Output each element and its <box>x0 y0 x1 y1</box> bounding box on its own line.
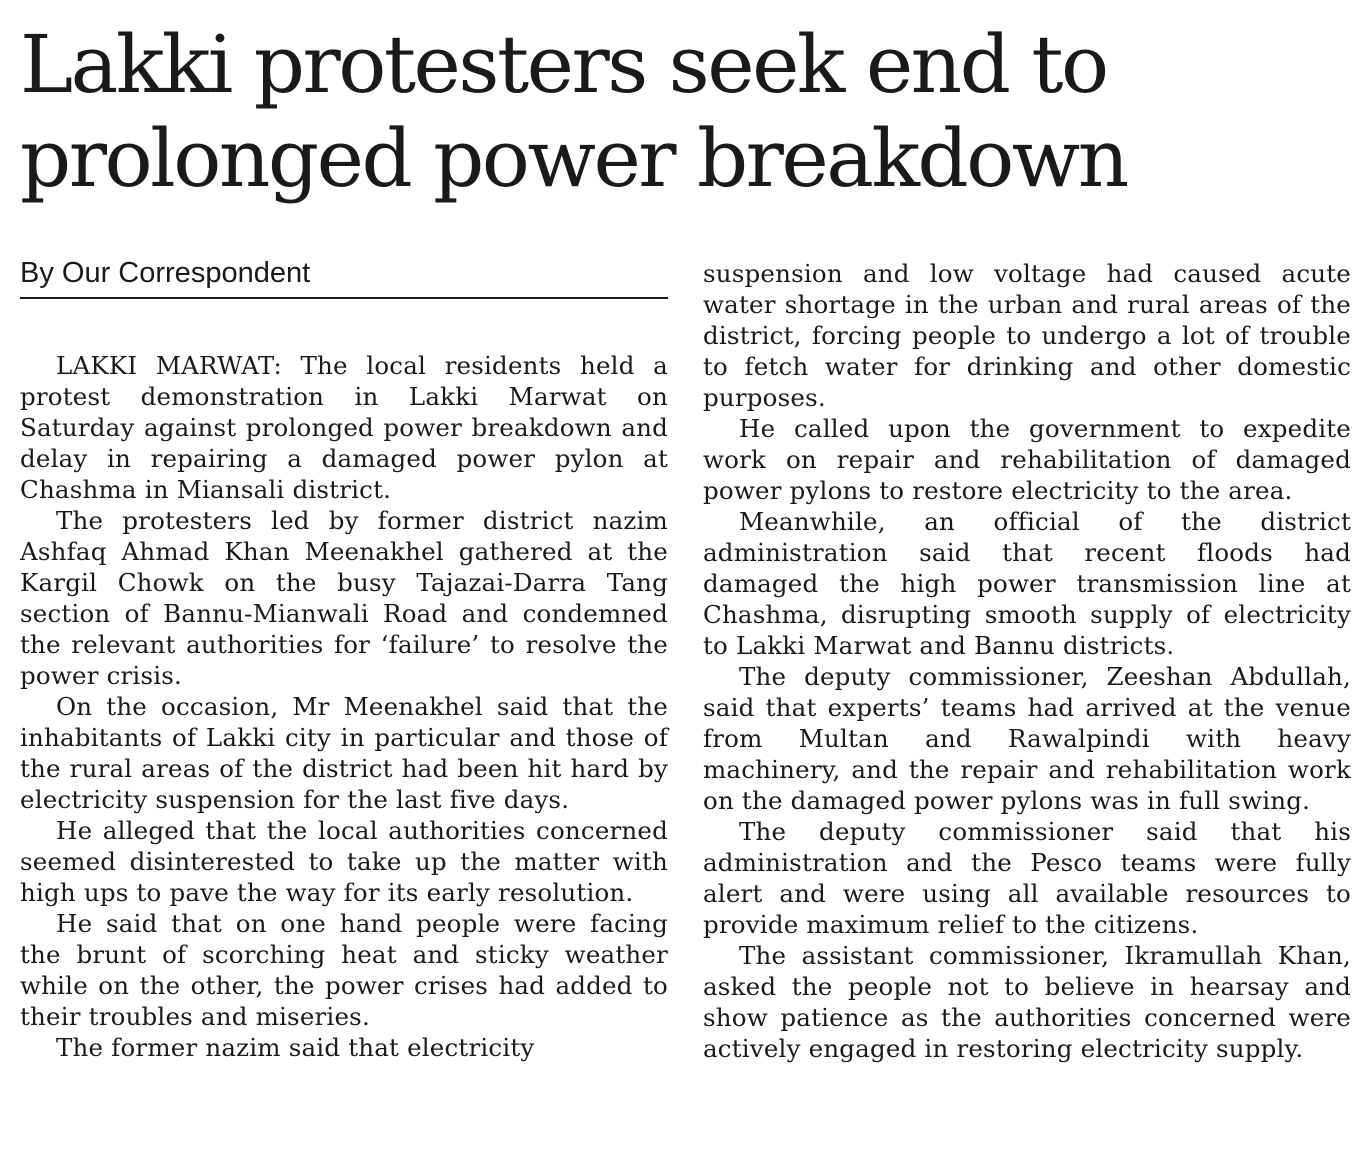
paragraph: The deputy commissioner said that his administration and the Pesco teams were fully alert and were using all available resources to provide maximum relief to the citizens. <box>703 817 1351 939</box>
paragraph: The former nazim said that electricity <box>56 1033 535 1062</box>
paragraph: He alleged that the local authorities concerned seemed disinterested to take up the matter with high ups to pave the way for its early resolution. <box>20 816 668 907</box>
paragraph: He said that on one hand people were facing the brunt of scorching heat and sticky weather while on the other, the power crises had added to their troubles and miseries. <box>20 909 668 1031</box>
paragraph: Meanwhile, an official of the district administration said that recent floods had damaged the high power transmission line at Chashma, disrupting smooth supply of electricity to Lakki Marwat and Bannu districts. <box>703 507 1351 660</box>
paragraph: The deputy commissioner, Zeeshan Abdullah, said that experts’ teams had arrived at the venue from Multan and Rawalpindi with heavy machinery, and the repair and rehabilitation work on the damaged power pylons was in full swing. <box>703 662 1351 815</box>
headline-line-2: prolonged power breakdown <box>20 112 1127 205</box>
paragraph: The assistant commissioner, Ikramullah Khan, asked the people not to believe in hearsay and show patience as the authorities concerned were actively engaged in restoring electricity supply. <box>703 941 1351 1063</box>
paragraph-continued: suspension and low voltage had caused acute water shortage in the urban and rural areas of the district, forcing people to undergo a lot of trouble to fetch water for drinking and other domestic purposes. <box>703 259 1351 412</box>
article-column-left <box>20 350 668 1063</box>
headline-line-1: Lakki protesters seek end to <box>20 18 1107 111</box>
article-column-right <box>703 258 1351 1064</box>
headline <box>20 18 1350 206</box>
byline: By Our Correspondent <box>20 257 311 289</box>
paragraph: The protesters led by former district nazim Ashfaq Ahmad Khan Meenakhel gathered at the Kargil Chowk on the busy Tajazai-Darra Tang section of Bannu-Mianwali Road and condemned the relevant authorities for ‘failure’ to resolve the power crisis. <box>20 506 668 690</box>
byline-divider <box>20 297 668 299</box>
paragraph: He called upon the government to expedite work on repair and rehabilitation of damaged power pylons to restore electricity to the area. <box>703 414 1351 505</box>
paragraph: LAKKI MARWAT: The local residents held a protest demonstration in Lakki Marwat on Saturday against prolonged power breakdown and delay in repairing a damaged power pylon at Chashma in Miansali district. <box>20 351 668 504</box>
paragraph: On the occasion, Mr Meenakhel said that the inhabitants of Lakki city in particular and those of the rural areas of the district had been hit hard by electricity suspension for the last five days. <box>20 692 668 814</box>
